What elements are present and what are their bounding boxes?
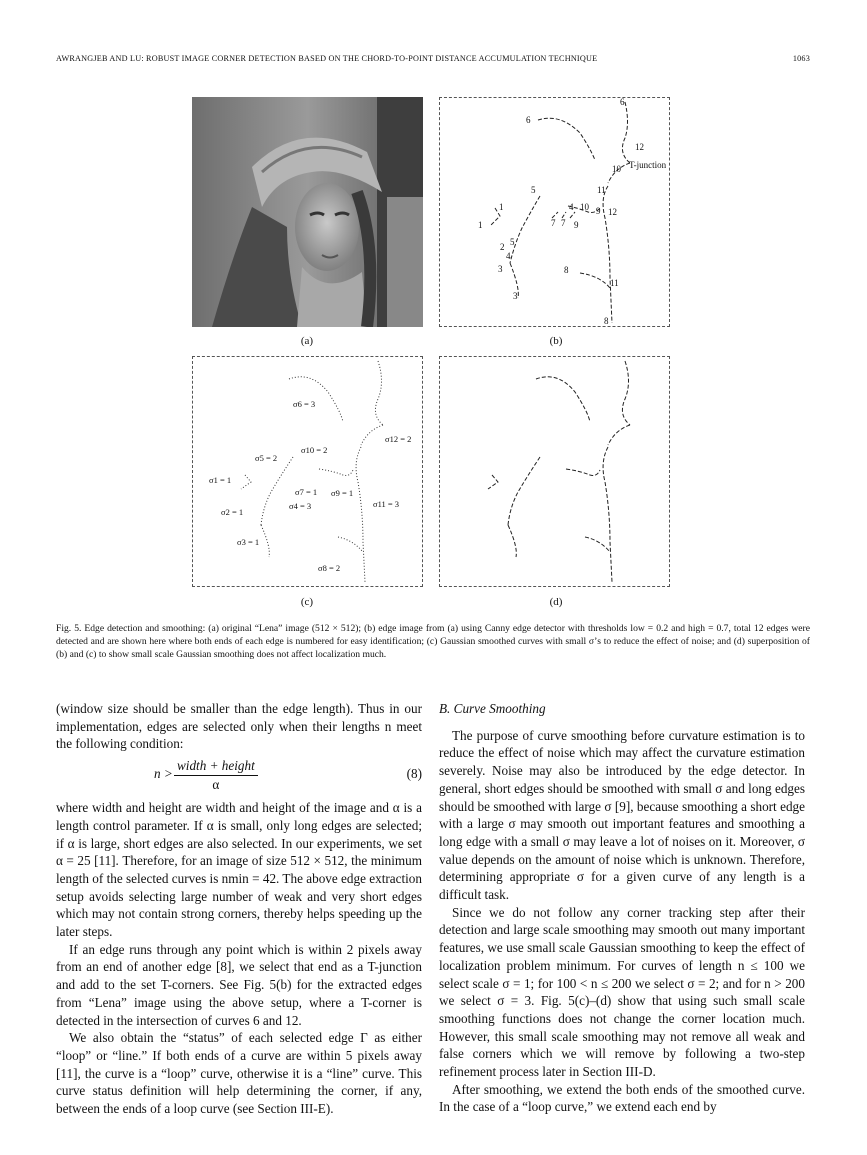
edge-label: 11 [597,185,606,195]
edge-label: 10 [580,202,589,212]
panel-label-b: (b) [549,335,563,347]
edge-label: 9 [574,220,579,230]
page-number: 1063 [792,54,810,63]
edge-label: 5 [510,237,515,247]
edge-label: 8 [604,316,609,326]
figure-caption: Fig. 5. Edge detection and smoothing: (a) original “Lena” image (512 × 512); (b) edge image from (a) using Canny edge detector with thresholds low = 0.2 and high = 0.7, total 12 edges were detected and are shown here where both ends of each edge is numbered for easy identification; (c) Gaussian smoothed curves with small σ’s to reduce the effect of noise; and (d) superposition of (b) and (c) to show small scale Gaussian smoothing does not affect localization much. [56,623,810,660]
smoothed-curves-panel [192,356,423,587]
sigma-label: σ6 = 3 [293,399,316,409]
equation-lhs: n > [154,766,173,782]
edge-label: 9 [596,206,601,216]
sigma-label: σ10 = 2 [301,445,328,455]
lena-image [192,97,423,327]
paragraph: where width and height are width and height of the image and α is a length control parameter. If α is small, only long edges are selected; if α is large, short edges are also selected. In our experiments, we set α = 25 [11]. Therefore, for an image of size 512 × 512, the minimum length of the selected curves is nmin = 42. The above edge extraction setup avoids selecting large number of weak and very short edges which may not contain strong corners, thereby helps speeding up the later steps. [56,800,422,940]
edge-label: 4 [569,202,574,212]
equation-denominator: α [212,776,220,792]
equation-number: (8) [406,766,422,782]
edge-label: 1 [478,220,483,230]
panel-label-c: (c) [300,596,314,608]
edge-label: 7 [561,218,566,228]
paragraph: If an edge runs through any point which is within 2 pixels away from an end of another edge [8], we select that end as a T-junction and add to the set T-corners. See Fig. 5(b) for the extracted edges from “Lena” image using the above setup, where a T-corner is detected in the intersection of curves 6 and 12. [56,941,422,1028]
edge-label: 5 [531,185,536,195]
sigma-label: σ11 = 3 [373,499,400,509]
equation-numerator: width + height [174,757,258,776]
edge-label: 7 [551,218,556,228]
sigma-label: σ7 = 1 [295,487,318,497]
edge-label: 6 [526,115,531,125]
edge-label: 3 [513,291,518,301]
running-title: AWRANGJEB AND LU: ROBUST IMAGE CORNER DETECTION BASED ON THE CHORD-TO-POINT DISTANCE ACCUMULATION TECHNIQUE [56,54,598,63]
right-column [439,700,805,1116]
sigma-label: σ1 = 1 [209,475,232,485]
sigma-label: σ9 = 1 [331,488,354,498]
sigma-label: σ12 = 2 [385,434,412,444]
edge-label: 1 [499,202,504,212]
edge-label: 4 [506,251,511,261]
edge-label: 10 [612,164,621,174]
sigma-label: σ4 = 3 [289,501,312,511]
paragraph: After smoothing, we extend the both ends of the smoothed curve. In the case of a “loop curve,” we extend each end by [439,1081,805,1115]
panel-label-a: (a) [300,335,314,347]
edge-label: 3 [498,264,503,274]
running-header [56,54,810,63]
edge-label: 6 [620,98,625,107]
section-heading: B. Curve Smoothing [439,701,546,716]
equation-fraction [174,757,258,793]
left-column [56,700,422,1118]
sigma-label: σ8 = 2 [318,563,341,573]
edge-image-panel [439,97,670,327]
sigma-label: σ3 = 1 [237,537,260,547]
sigma-label: σ2 = 1 [221,507,244,517]
sigma-label: σ5 = 2 [255,453,278,463]
paragraph: Since we do not follow any corner tracking step after their detection and large scale smoothing may smooth out many important features, we use small scale Gaussian smoothing to keep the effect of localization problem minimum. For curves of length n ≤ 100 we select scale σ = 1; for 100 < n ≤ 200 we select σ = 2; and for n > 200 we select σ = 3. Fig. 5(c)–(d) show that using such small scale smoothing functions does not change the corner location much. However, this small scale smoothing may not remove all weak and false corners which we will remove by following a two-step refinement process later in Section III-D. [439,904,805,1080]
edge-label: 11 [610,278,619,288]
panel-label-d: (d) [549,596,563,608]
edge-label: 12 [608,207,617,217]
equation-8 [56,753,422,799]
edge-label: 12 [635,142,644,152]
paragraph: The purpose of curve smoothing before curvature estimation is to reduce the effect of noise which may affect the curvature estimation severely. Noise may also be introduced by the edge detector. In general, short edges should be smoothed with small σ and long edges should be smoothed with large σ [9], because smoothing a short edge with a large σ may smooth out important features and smoothing a long edge with a small σ may leave a lot of noises on it. Moreover, σ value depends on the amount of noise which is unknown. Therefore, determining appropriate σ for a given curve of any length is a difficult task. [439,727,805,903]
superposition-panel [439,356,670,587]
edge-label: 8 [564,265,569,275]
edge-label: 2 [500,242,505,252]
paragraph: (window size should be smaller than the edge length). Thus in our implementation, edges are selected only when their lengths n meet the following condition: [56,701,422,752]
edge-label: T-junction [629,160,667,170]
paragraph: We also obtain the “status” of each selected edge Γ as either “loop” or “line.” If both ends of a curve are within 5 pixels away [11], the curve is a “loop” curve, otherwise it is a “line” curve. This curve status definition will help determining the corner, if any, between the ends of a loop curve (see Section III-E). [56,1030,422,1117]
